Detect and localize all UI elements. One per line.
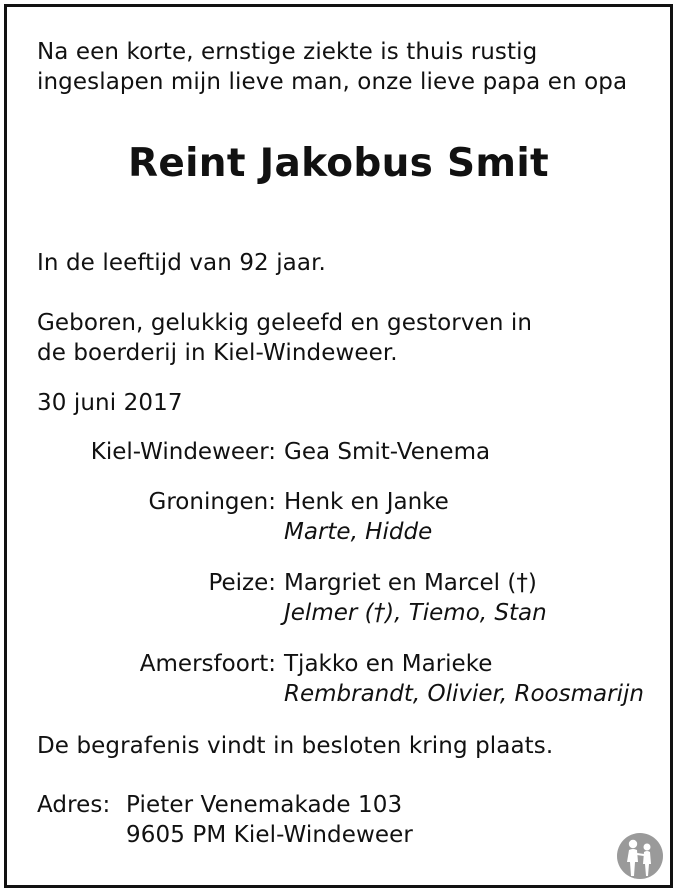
notice-date: 30 juni 2017 <box>37 390 183 416</box>
family-names <box>284 649 644 709</box>
family-members: Henk en Janke <box>284 489 449 515</box>
born-text <box>37 308 532 368</box>
family-names <box>284 487 449 547</box>
family-members: Margriet en Marcel (†) <box>284 570 537 596</box>
born-line-1: Geboren, gelukkig geleefd en gestorven in <box>37 310 533 336</box>
deceased-name: Reint Jakobus Smit <box>128 141 549 186</box>
family-place: Peize: <box>208 570 276 596</box>
address-line-2: 9605 PM Kiel-Windeweer <box>126 822 413 848</box>
intro-line-1: Na een korte, ernstige ziekte is thuis rustig <box>37 39 538 65</box>
intro-line-2: ingeslapen mijn lieve man, onze lieve papa en opa <box>37 69 628 95</box>
age-text: In de leeftijd van 92 jaar. <box>37 250 326 276</box>
family-names <box>284 437 490 467</box>
family-members: Tjakko en Marieke <box>284 651 493 677</box>
address-line-1: Pieter Venemakade 103 <box>126 792 403 818</box>
family-place: Groningen: <box>148 489 276 515</box>
family-grandchildren: Jelmer (†), Tiemo, Stan <box>284 600 547 626</box>
address-lines <box>126 790 413 850</box>
family-place: Kiel-Windeweer: <box>90 439 276 465</box>
intro-text <box>37 37 627 97</box>
mourning-figure-icon <box>616 832 664 880</box>
family-grandchildren: Marte, Hidde <box>284 519 433 545</box>
family-grandchildren: Rembrandt, Olivier, Roosmarijn <box>284 681 644 707</box>
address-label: Adres: <box>37 792 111 818</box>
born-line-2: de boerderij in Kiel-Windeweer. <box>37 340 398 366</box>
funeral-text: De begrafenis vindt in besloten kring plaats. <box>37 733 554 759</box>
family-names <box>284 568 547 628</box>
family-members: Gea Smit-Venema <box>284 439 491 465</box>
family-place: Amersfoort: <box>139 651 276 677</box>
